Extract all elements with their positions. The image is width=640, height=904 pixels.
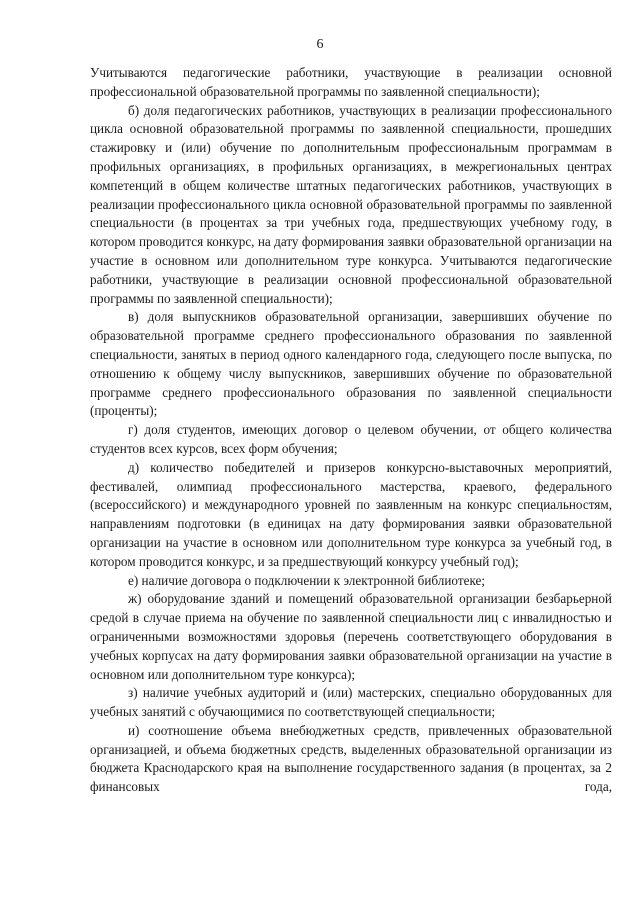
paragraph-item-z: з) наличие учебных аудиторий и (или) мастерских, специально оборудованных для учебных занятий с обучающимися по соответствующей специальности;	[90, 685, 612, 720]
paragraph-item-g: г) доля студентов, имеющих договор о целевом обучении, от общего количества студентов всех курсов, всех форм обучения;	[90, 422, 612, 456]
document-body	[90, 64, 612, 797]
paragraph-item-zh: ж) оборудование зданий и помещений образовательной организации безбарьерной средой в случае приема на обучение по заявленной специальности лиц с инвалидностью и ограниченными возможностями здоровья (перечень соответствующего оборудования в учебных корпусах на дату формирования заявки образовательной организации на участие в основном или дополнительном туре конкурса);	[90, 591, 612, 682]
paragraph-item-b: б) доля педагогических работников, участвующих в реализации профессионального цикла основной образовательной программы по заявленной специальности, прошедших стажировку и (или) обучение по дополнительным профессиональным программам в профильных организациях, в профильных организациях, в межрегиональных центрах компетенций в общем количестве штатных педагогических работников, участвующих в реализации профессионального цикла основной образовательной программы по заявленной специальности (в процентах за три учебных года, предшествующих учебному году, в котором проводится конкурс, на дату формирования заявки образовательной организации на участие в основном или дополнительном туре конкурса. Учитываются педагогические работники, участвующие в реализации основной профессиональной образовательной программы по заявленной специальности);	[90, 102, 612, 306]
paragraph-item-e: е) наличие договора о подключении к электронной библиотеке;	[128, 572, 486, 588]
paragraph-item-v: в) доля выпускников образовательной организации, завершивших обучение по образовательной программе среднего профессионального образования по заявленной специальности, занятых в период одного календарного года, следующего после выпуска, по отношению к общему числу выпускников, завершивших обучение по образовательной программе среднего профессионального образования по заявленной специальности (проценты);	[90, 309, 612, 419]
paragraph-item-d: д) количество победителей и призеров конкурсно-выставочных мероприятий, фестивалей, олимпиад профессионального мастерства, краевого, федерального (всероссийского) и международного уровней по заявленным на конкурс специальностям, направлениям подготовки (в единицах на дату формирования заявки образовательной организации на участие в основном или дополнительном туре конкурса за учебный год, в котором проводится конкурс, и за предшествующий конкурсу учебный год);	[90, 459, 612, 569]
paragraph-item-i: и) соотношение объема внебюджетных средств, привлеченных образовательной организацией, и объема бюджетных средств, выделенных образовательной организации из бюджета Краснодарского края на выполнение государственного задания (в процентах, за 2 финансовых года,	[90, 722, 612, 795]
paragraph-continuation: Учитываются педагогические работники, участвующие в реализации основной профессиональной образовательной программы по заявленной специальности);	[90, 65, 612, 99]
page-number: 6	[316, 37, 324, 52]
